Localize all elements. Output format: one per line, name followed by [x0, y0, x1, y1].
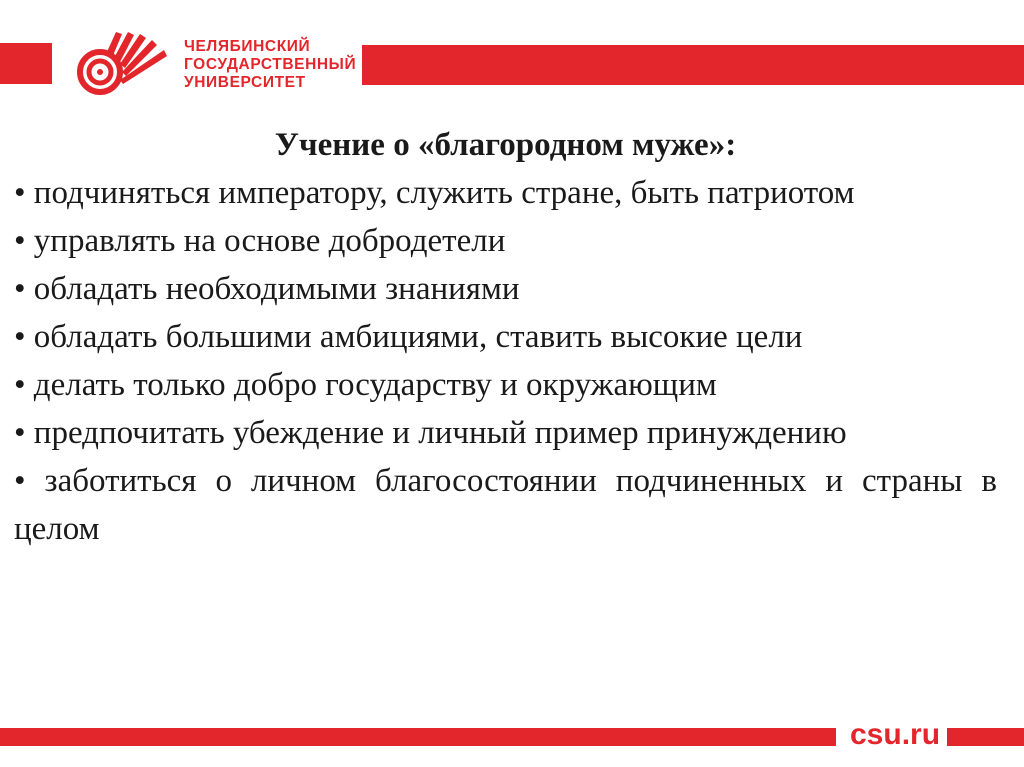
university-name-line: ГОСУДАРСТВЕННЫЙ: [184, 56, 357, 73]
slide-heading: Учение о «благородном муже»:: [274, 127, 737, 163]
university-name: [184, 38, 356, 92]
header-bar-right: [362, 45, 1024, 85]
footer-bar-left: [0, 728, 836, 746]
university-name-line: УНИВЕРСИТЕТ: [184, 74, 306, 91]
university-name-line: ЧЕЛЯБИНСКИЙ: [184, 38, 311, 55]
list-item: • предпочитать убеждение и личный пример принуждению: [14, 415, 847, 451]
slide-content: [14, 121, 997, 553]
list-item: • заботиться о личном благосостоянии подчиненных и страны в целом: [14, 463, 997, 547]
list-item: • обладать необходимыми знаниями: [14, 271, 520, 307]
site-link[interactable]: csu.ru: [850, 718, 941, 751]
bullet-list: [14, 169, 997, 553]
list-item: • обладать большими амбициями, ставить высокие цели: [14, 319, 803, 355]
list-item: • подчиняться императору, служить стране, быть патриотом: [14, 175, 855, 211]
list-item: • делать только добро государству и окружающим: [14, 367, 717, 403]
header-bar-left: [0, 43, 52, 84]
university-logo-icon: [72, 28, 172, 98]
list-item: • управлять на основе добродетели: [14, 223, 506, 259]
footer-bar-right: [947, 728, 1024, 746]
